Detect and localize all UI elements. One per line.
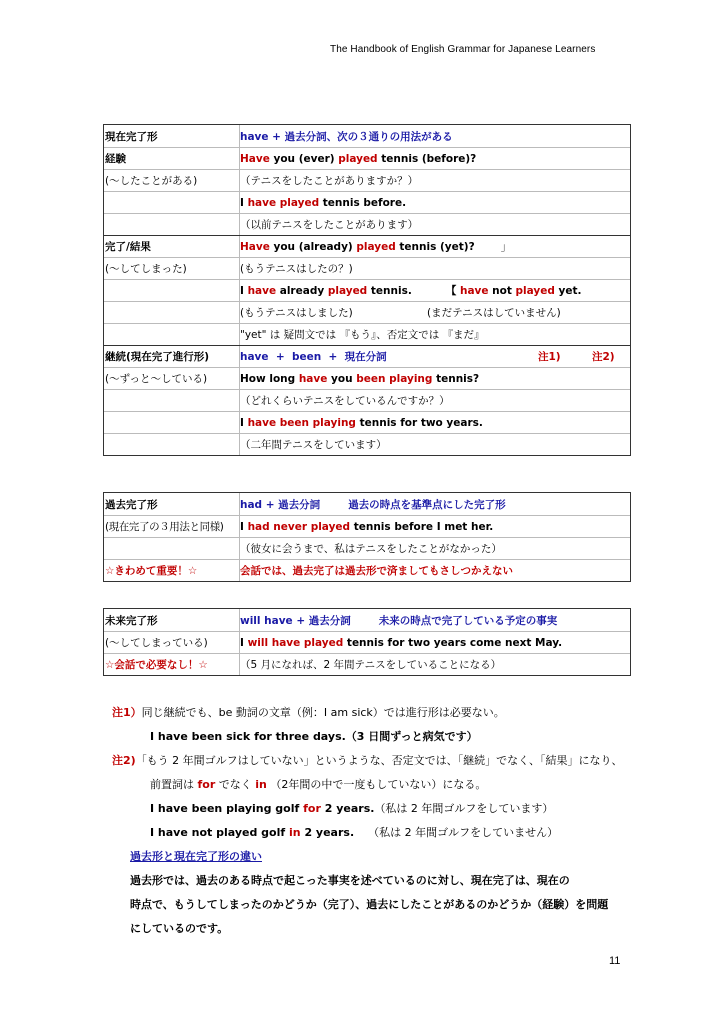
row-label: 過去完了形	[105, 498, 158, 511]
table-row	[104, 191, 630, 213]
note-1-example: I have been sick for three days.（3 日間ずっと病気です）	[150, 730, 478, 743]
row-content: have + 過去分詞、次の３通りの用法がある	[239, 125, 632, 147]
row-label: 現在完了形	[105, 130, 158, 143]
table-row	[104, 389, 630, 411]
note-2-example-2: I have not played golf in 2 years. （私は 2 年間ゴルフをしていません）	[150, 826, 559, 839]
present-perfect-table	[103, 124, 631, 456]
table-row	[104, 235, 630, 257]
row-content: had + 過去分詞 過去の時点を基準点にした完了形	[239, 493, 632, 515]
future-perfect-table	[103, 608, 631, 676]
row-content: （テニスをしたことがありますか？）	[239, 170, 632, 191]
table-row	[104, 515, 630, 537]
row-content: Have you (ever) played tennis (before)?	[239, 148, 632, 169]
table-row	[104, 537, 630, 559]
row-content: （5 月になれば、2 年間テニスをしていることになる）	[239, 654, 632, 675]
row-content: (もうテニスはしました) (まだテニスはしていません)	[239, 302, 632, 323]
table-row	[104, 631, 630, 653]
table-row	[104, 169, 630, 191]
row-content: （彼女に会うまで、私はテニスをしたことがなかった）	[239, 538, 632, 559]
table-row	[104, 279, 630, 301]
page-number: 11	[609, 955, 621, 967]
row-label: (〜ずっと〜している)	[105, 373, 208, 385]
row-label	[104, 412, 238, 433]
running-header: The Handbook of English Grammar for Japanese Learners	[330, 44, 596, 55]
paragraph-line: にしているのです。	[130, 922, 229, 935]
row-content: I had never played tennis before I met her.	[239, 516, 632, 537]
table-row	[104, 367, 630, 389]
row-label: 継続(現在完了進行形)	[105, 351, 210, 363]
table-row	[104, 257, 630, 279]
row-label	[104, 192, 238, 213]
row-content: I have been playing tennis for two years.	[239, 412, 632, 433]
row-content: （二年間テニスをしています）	[239, 434, 632, 455]
important-note-label: ☆会話で必要なし！☆	[105, 659, 208, 671]
row-label	[104, 302, 238, 323]
table-row	[104, 411, 630, 433]
row-content: I have played tennis before.	[239, 192, 632, 213]
row-content: I will have played tennis for two years come next May.	[239, 632, 632, 653]
paragraph-line: 過去形では、過去のある時点で起こった事実を述べているのに対し、現在完了は、現在の	[130, 874, 570, 887]
table-row	[104, 213, 630, 235]
row-label: 完了/結果	[105, 241, 151, 253]
row-content: (もうテニスはしたの？)	[239, 258, 632, 279]
row-label	[104, 324, 238, 345]
note-2-example-1: I have been playing golf for 2 years.（私は 2 年間ゴルフをしています）	[150, 802, 554, 815]
row-label: 未来完了形	[105, 614, 158, 627]
row-label	[104, 214, 238, 235]
row-content: 会話では、過去完了は過去形で済ましてもさしつかえない	[239, 560, 632, 581]
note-1: 注1）同じ継続でも、be 動詞の文章（例：I am sick）では進行形は必要ない。	[112, 706, 505, 719]
row-content: will have + 過去分詞 未来の時点で完了している予定の事実	[239, 609, 632, 631]
past-perfect-table	[103, 492, 631, 582]
row-label: (〜してしまった)	[105, 263, 187, 275]
row-content: （どれくらいテニスをしているんですか？）	[239, 390, 632, 411]
table-row	[104, 433, 630, 455]
table-row	[104, 301, 630, 323]
table-row	[104, 125, 630, 147]
table-row	[104, 653, 630, 675]
row-label	[104, 434, 238, 455]
table-row	[104, 493, 630, 515]
row-label	[104, 538, 238, 559]
note-2-preposition: 前置詞は for でなく in （2年間の中で一度もしていない）になる。	[150, 778, 487, 791]
row-content: have + been + 現在分詞 注1) 注2)	[239, 346, 632, 367]
section-heading: 過去形と現在完了形の違い	[130, 850, 262, 863]
table-row	[104, 147, 630, 169]
table-row	[104, 609, 630, 631]
table-row	[104, 323, 630, 345]
table-row	[104, 345, 630, 367]
row-content: I have already played tennis. 【 have not played yet.	[239, 280, 632, 301]
row-content: How long have you been playing tennis?	[239, 368, 632, 389]
row-label: 経験	[105, 153, 126, 165]
row-label: (〜してしまっている)	[105, 637, 208, 649]
row-label: (〜したことがある)	[105, 175, 198, 187]
row-content: Have you (already) played tennis (yet)? 」	[239, 236, 632, 257]
row-label	[104, 280, 238, 301]
row-content: "yet" は 疑問文では 『もう』、否定文では 『まだ』	[239, 324, 632, 345]
paragraph-line: 時点で、もうしてしまったのかどうか（完了）、過去にしたことがあるのかどうか（経験）を問題	[130, 898, 609, 911]
note-2: 注2)「もう 2 年間ゴルフはしていない」というような、否定文では、「継続」でなく、「結果」になり、	[112, 754, 623, 767]
important-note-label: ☆きわめて重要！☆	[105, 565, 198, 577]
table-row	[104, 559, 630, 581]
row-label	[104, 390, 238, 411]
row-content: （以前テニスをしたことがあります）	[239, 214, 632, 235]
row-label: (現在完了の３用法と同様)	[105, 521, 224, 533]
